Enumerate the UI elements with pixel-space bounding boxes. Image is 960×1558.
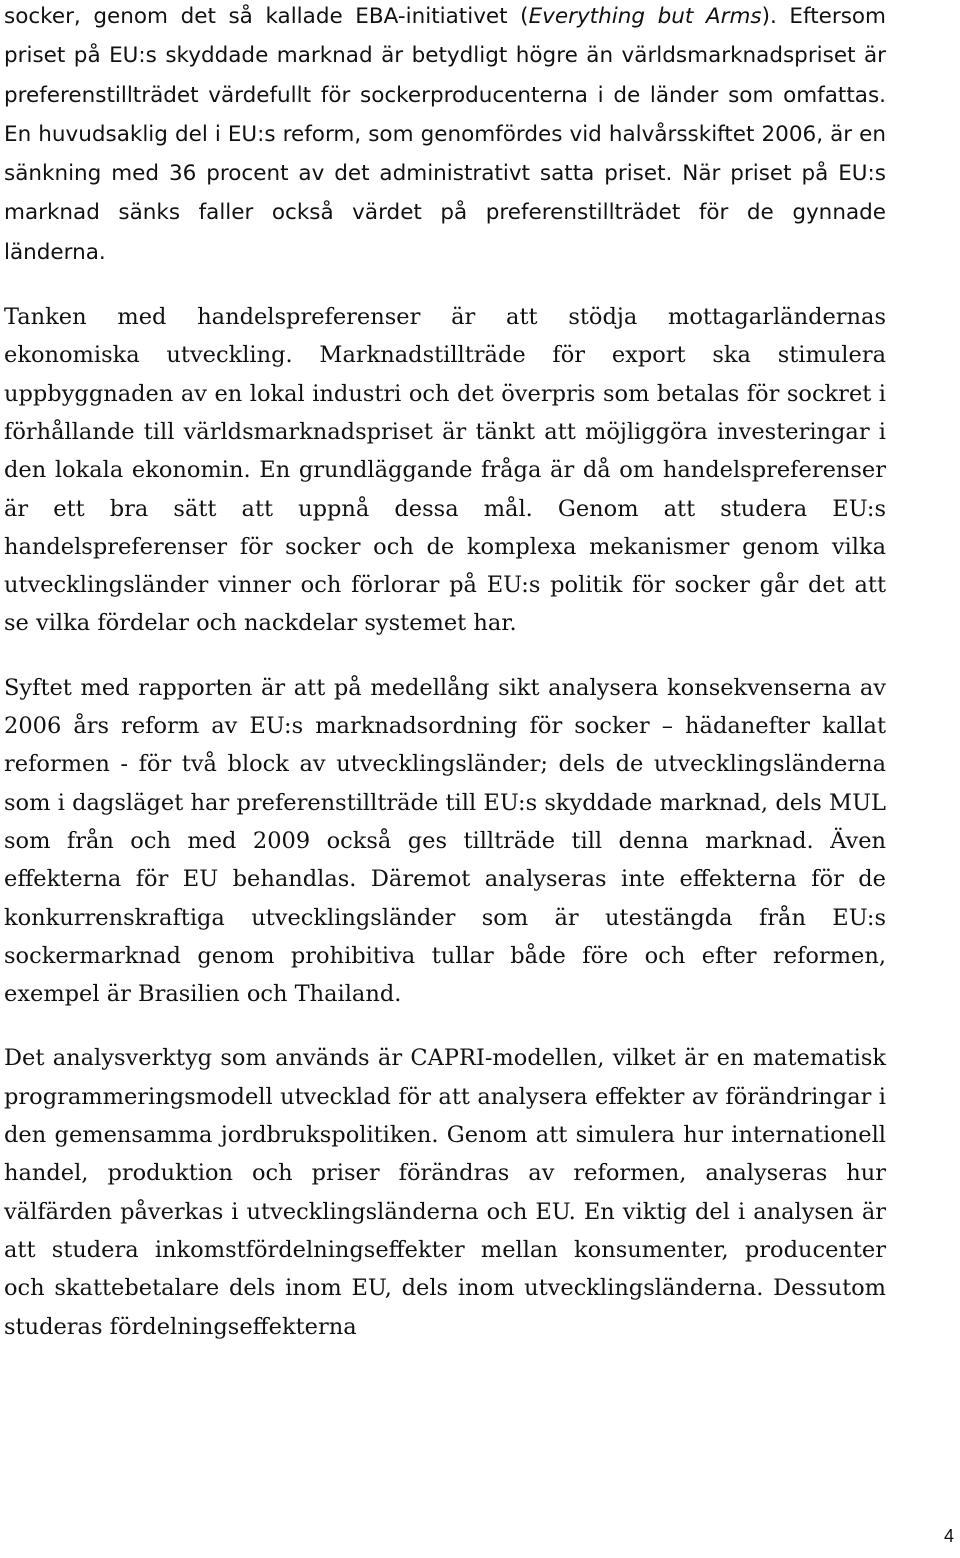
- paragraph-1-text-a: socker, genom det så kallade EBA-initiativet (: [4, 4, 529, 29]
- paragraph-gap: [4, 643, 886, 669]
- paragraph-4: [4, 1039, 886, 1345]
- paragraph-1: [4, 0, 886, 272]
- paragraph-1-text-b: ). Eftersom priset på EU:s skyddade marknad är betydligt högre än världsmarknadspriset är preferenstillträdet värdefullt för sockerproducenterna i de länder som omfattas. En huvudsaklig del i EU:s reform, som genomfördes vid halvårsskiftet 2006, är en sänkning med 36 procent av det administrativt satta priset. När priset på EU:s marknad sänks faller också värdet på preferenstillträdet för de gynnade länderna.: [4, 4, 886, 265]
- paragraph-3-text: Syftet med rapporten är att på medellång sikt analysera konsekvenserna av 2006 års reform av EU:s marknadsordning för socker – hädanefter kallat reformen - för två block av utvecklingsländer; dels de utvecklingsländerna som i dagsläget har preferenstillträde till EU:s skyddade marknad, dels MUL som från och med 2009 också ges tillträde till denna marknad. Även effekterna för EU behandlas. Däremot analyseras inte effekterna för de konkurrenskraftiga utvecklingsländer som är utestängda från EU:s sockermarknad genom prohibitiva tullar både före och efter reformen, exempel är Brasilien och Thailand.: [4, 674, 886, 1008]
- paragraph-2-text: Tanken med handelspreferenser är att stödja mottagarländernas ekonomiska utveckling. Marknadstillträde för export ska stimulera uppbyggnaden av en lokal industri och det överpris som betalas för sockret i förhållande till världsmarknadspriset är tänkt att möjliggöra investeringar i den lokala ekonomin. En grundläggande fråga är då om handelspreferenser är ett bra sätt att uppnå dessa mål. Genom att studera EU:s handelspreferenser för socker och de komplexa mekanismer genom vilka utvecklingsländer vinner och förlorar på EU:s politik för socker går det att se vilka fördelar och nackdelar systemet har.: [4, 304, 886, 637]
- paragraph-1-italic-term: Everything but Arms: [528, 4, 762, 29]
- paragraph-3: [4, 669, 886, 1014]
- paragraph-2: [4, 298, 886, 643]
- paragraph-4-text: Det analysverktyg som används är CAPRI-modellen, vilket är en matematisk programmeringsmodell utvecklad för att analysera effekter av förändringar i den gemensamma jordbrukspolitiken. Genom att simulera hur internationell handel, produktion och priser förändras av reformen, analyseras hur välfärden påverkas i utvecklingsländerna och EU. En viktig del i analysen är att studera inkomstfördelningseffekter mellan konsumenter, producenter och skattebetalare dels inom EU, dels inom utvecklingsländerna. Dessutom studeras fördelningseffekterna: [4, 1045, 886, 1340]
- paragraph-gap: [4, 272, 886, 298]
- page-number: 4: [943, 1526, 954, 1546]
- document-page: [4, 0, 886, 1346]
- paragraph-gap: [4, 1013, 886, 1039]
